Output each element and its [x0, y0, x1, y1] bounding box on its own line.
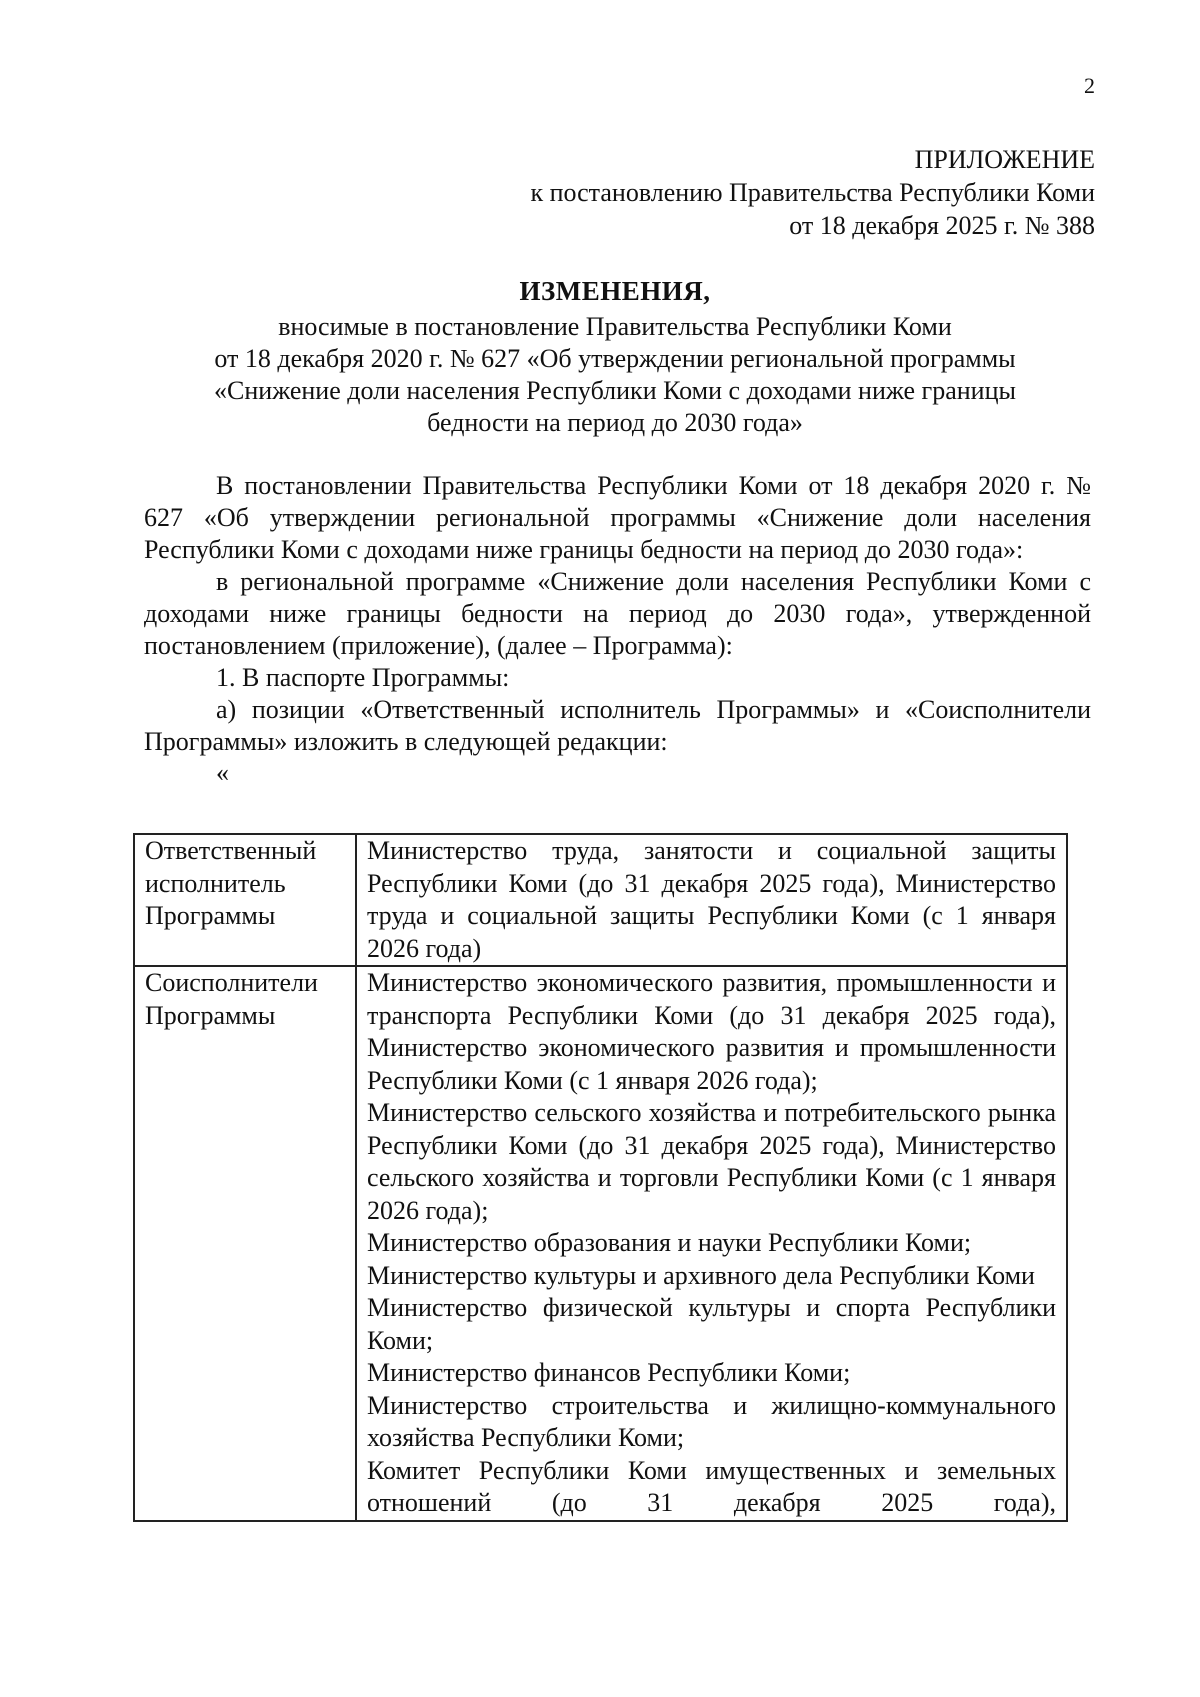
passport-table: [133, 833, 1068, 1522]
coexecutor-item: Министерство экономического развития, промышленности и транспорта Республики Коми (до 31 декабря 2025 года), Министерство экономического развития и промышленности Республики Коми (с 1 января 2026 года);: [367, 968, 1056, 1095]
table-row: [134, 834, 1067, 966]
page-number: 2: [1084, 73, 1095, 98]
coexecutor-item: Комитет Республики Коми имущественных и земельных отношений (до 31 декабря 2025 года),: [367, 1455, 1056, 1517]
subtitle-line: бедности на период до 2030 года»: [427, 408, 803, 437]
paragraph-program: в региональной программе «Снижение доли населения Республики Коми с доходами ниже границы бедности на период до 2030 года», утвержденной постановлением (приложение), (далее – Программа):: [144, 567, 1091, 660]
subtitle-line: вносимые в постановление Правительства Республики Коми: [278, 312, 952, 341]
coexecutor-item: Министерство сельского хозяйства и потребительского рынка Республики Коми (до 31 декабря 2025 года), Министерство сельского хозяйства и торговли Республики Коми (с 1 января 2026 года);: [367, 1098, 1056, 1225]
appendix-date: от 18 декабря 2025 г. № 388: [789, 211, 1095, 240]
paragraph-passport: 1. В паспорте Программы:: [216, 663, 510, 692]
coexecutor-item: Министерство образования и науки Республики Коми;: [367, 1228, 972, 1257]
coexecutor-item: Министерство финансов Республики Коми;: [367, 1358, 851, 1387]
row-value-responsible: Министерство труда, занятости и социальной защиты Республики Коми (до 31 декабря 2025 года), Министерство труда и социальной защиты Республики Коми (с 1 января 2026 года): [356, 834, 1067, 966]
paragraph-intro: В постановлении Правительства Республики Коми от 18 декабря 2020 г. № 627 «Об утверждении региональной программы «Снижение доли населения Республики Коми с доходами ниже границы бедности на период до 2030 года»:: [144, 471, 1091, 564]
document-subtitle: [120, 311, 1110, 439]
coexecutor-item: Министерство культуры и архивного дела Республики Коми: [367, 1260, 1035, 1290]
coexecutor-item: Министерство физической культуры и спорта Республики Коми;: [367, 1293, 1056, 1355]
document-body: [144, 470, 1091, 788]
opening-quote: «: [216, 758, 229, 787]
subtitle-line: от 18 декабря 2020 г. № 627 «Об утверждении региональной программы: [214, 344, 1016, 373]
appendix-title: ПРИЛОЖЕНИЕ: [914, 145, 1095, 174]
appendix-header: [530, 143, 1095, 242]
paragraph-positions: а) позиции «Ответственный исполнитель Программы» и «Соисполнители Программы» изложить в следующей редакции:: [144, 695, 1091, 756]
table-row: [134, 966, 1067, 1521]
document-title: ИЗМЕНЕНИЯ,: [519, 276, 711, 306]
subtitle-line: «Снижение доли населения Республики Коми с доходами ниже границы: [214, 376, 1016, 405]
row-value-coexecutors: [356, 966, 1067, 1521]
row-label-responsible: Ответственный исполнитель Программы: [134, 834, 356, 966]
appendix-reference: к постановлению Правительства Республики Коми: [530, 178, 1095, 207]
coexecutor-item: Министерство строительства и жилищно-коммунального хозяйства Республики Коми;: [367, 1390, 1056, 1452]
row-label-coexecutors: Соисполнители Программы: [134, 966, 356, 1521]
